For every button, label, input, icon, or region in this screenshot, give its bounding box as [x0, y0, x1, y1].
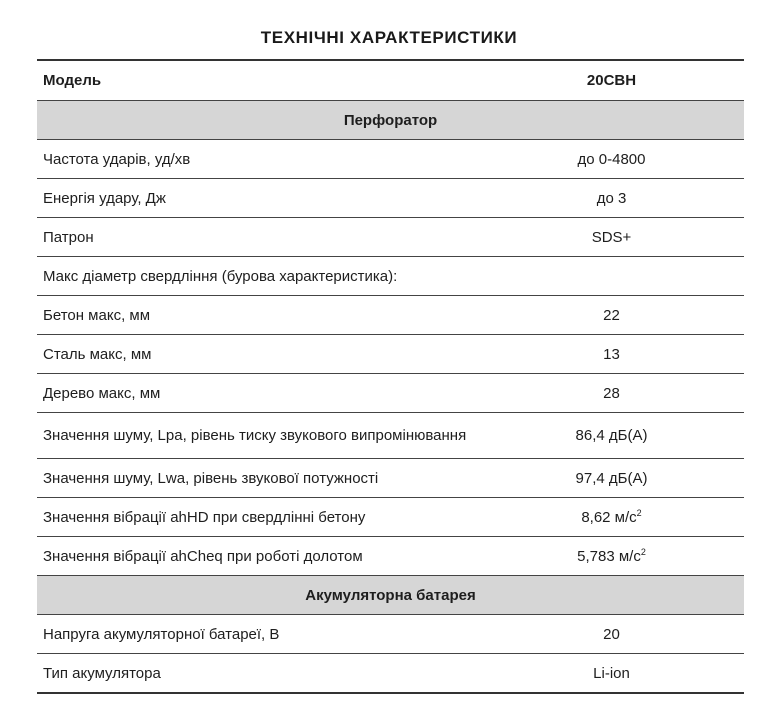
spec-row [37, 615, 744, 654]
spec-row [37, 140, 744, 179]
spec-label: Частота ударів, уд/хв [37, 140, 479, 179]
model-row [37, 60, 744, 101]
spec-value: SDS+ [479, 218, 744, 257]
spec-label: Дерево макс, мм [37, 374, 479, 413]
spec-value: до 0-4800 [479, 140, 744, 179]
section-header-battery [37, 576, 744, 615]
spec-row [37, 537, 744, 576]
section-title: Акумуляторна батарея [37, 576, 744, 615]
spec-label: Значення вібрації ahHD при свердлінні бетону [37, 498, 479, 537]
spec-value: Li-ion [479, 654, 744, 694]
spec-row [37, 374, 744, 413]
spec-value: 86,4 дБ(А) [479, 413, 744, 459]
spec-label: Значення вібрації ahCheq при роботі долотом [37, 537, 479, 576]
spec-value-cell [479, 537, 744, 576]
spec-value-cell [479, 498, 744, 537]
spec-label: Патрон [37, 218, 479, 257]
spec-row [37, 218, 744, 257]
spec-row [37, 179, 744, 218]
spec-row [37, 257, 744, 296]
spec-row [37, 296, 744, 335]
spec-value [479, 257, 744, 296]
spec-value: 5,783 м/с [577, 547, 641, 565]
spec-row [37, 498, 744, 537]
unit-exponent: 2 [640, 546, 646, 557]
model-value: 20CBH [479, 60, 744, 101]
spec-label: Сталь макс, мм [37, 335, 479, 374]
spec-row [37, 654, 744, 694]
model-label: Модель [37, 60, 479, 101]
spec-row [37, 459, 744, 498]
spec-value: 97,4 дБ(А) [479, 459, 744, 498]
spec-label: Напруга акумуляторної батареї, В [37, 615, 479, 654]
spec-label: Енергія удару, Дж [37, 179, 479, 218]
section-title: Перфоратор [37, 101, 744, 140]
spec-value: 13 [479, 335, 744, 374]
spec-label: Значення шуму, Lpa, рівень тиску звукового випромінювання [37, 413, 479, 459]
section-header-perforator [37, 101, 744, 140]
unit-exponent: 2 [636, 507, 642, 518]
spec-row [37, 413, 744, 459]
spec-label: Тип акумулятора [37, 654, 479, 694]
spec-label: Бетон макс, мм [37, 296, 479, 335]
spec-value: до 3 [479, 179, 744, 218]
page-title: ТЕХНІЧНІ ХАРАКТЕРИСТИКИ [260, 28, 518, 47]
specifications-table [37, 59, 744, 694]
spec-label: Значення шуму, Lwa, рівень звукової потужності [37, 459, 479, 498]
spec-row [37, 335, 744, 374]
spec-value: 28 [479, 374, 744, 413]
spec-value: 8,62 м/с [581, 508, 637, 526]
spec-label: Макс діаметр свердління (бурова характеристика): [37, 257, 479, 296]
spec-value: 20 [479, 615, 744, 654]
spec-value: 22 [479, 296, 744, 335]
